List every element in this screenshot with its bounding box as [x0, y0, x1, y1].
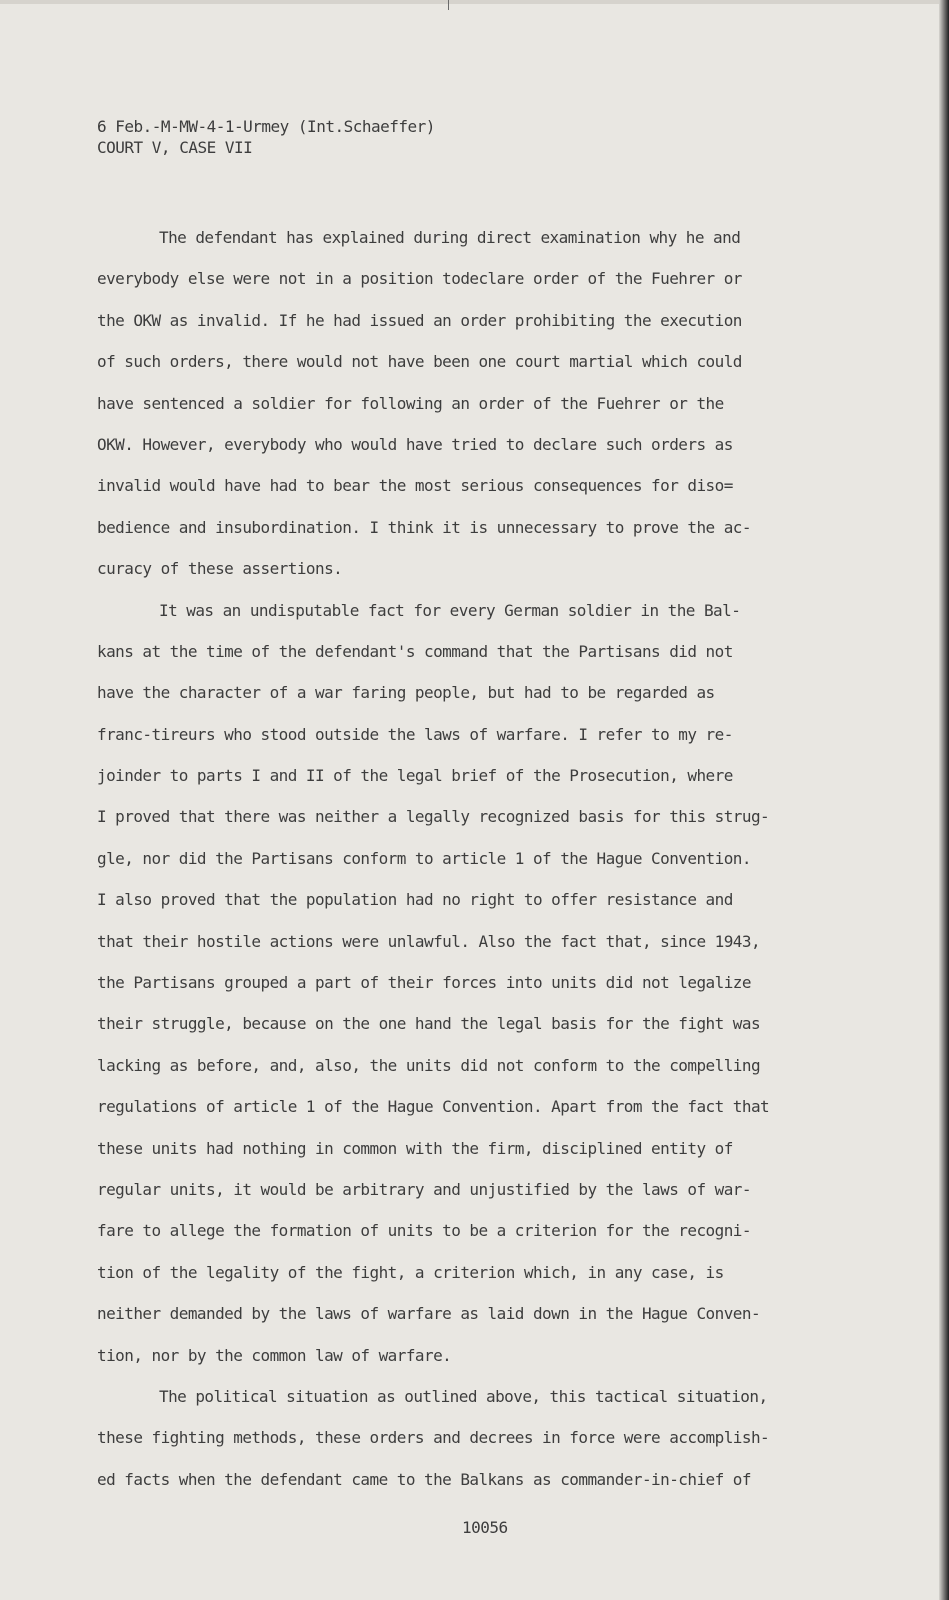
body-line: gle, nor did the Partisans conform to article 1 of the Hague Convention.	[97, 848, 751, 868]
body-line: joinder to parts I and II of the legal brief of the Prosecution, where	[97, 766, 733, 786]
body-line: bedience and insubordination. I think it is unnecessary to prove the ac-	[97, 517, 751, 537]
body-line: tion, nor by the common law of warfare.	[97, 1345, 452, 1365]
header-line-1: 6 Feb.-M-MW-4-1-Urmey (Int.Schaeffer)	[97, 117, 435, 136]
document-body	[97, 217, 867, 1500]
header-line-2: COURT V, CASE VII	[97, 138, 253, 157]
body-line: lacking as before, and, also, the units did not conform to the compelling	[97, 1055, 761, 1075]
body-line: I proved that there was neither a legally recognized basis for this strug-	[97, 807, 770, 827]
body-line: OKW. However, everybody who would have tried to declare such orders as	[97, 434, 733, 454]
body-line: regular units, it would be arbitrary and unjustified by the laws of war-	[97, 1179, 751, 1199]
body-line: invalid would have had to bear the most serious consequences for diso=	[97, 476, 733, 496]
document-header	[97, 116, 435, 158]
body-line: fare to allege the formation of units to be a criterion for the recogni-	[97, 1221, 751, 1241]
body-line: of such orders, there would not have been one court martial which could	[97, 352, 742, 372]
page-top-edge	[0, 0, 949, 4]
body-line: The political situation as outlined above, this tactical situation,	[159, 1386, 768, 1406]
body-line: have sentenced a soldier for following an order of the Fuehrer or the	[97, 393, 724, 413]
body-line: these units had nothing in common with the firm, disciplined entity of	[97, 1138, 733, 1158]
body-line: franc-tireurs who stood outside the laws of warfare. I refer to my re-	[97, 724, 733, 744]
page-number: 10056	[462, 1518, 508, 1537]
body-line: that their hostile actions were unlawful. Also the fact that, since 1943,	[97, 931, 761, 951]
body-line: neither demanded by the laws of warfare as laid down in the Hague Conven-	[97, 1304, 761, 1324]
body-line: everybody else were not in a position todeclare order of the Fuehrer or	[97, 269, 742, 289]
body-line: kans at the time of the defendant's command that the Partisans did not	[97, 641, 733, 661]
body-line: have the character of a war faring people, but had to be regarded as	[97, 683, 715, 703]
body-line: the OKW as invalid. If he had issued an order prohibiting the execution	[97, 310, 742, 330]
body-line: ed facts when the defendant came to the Balkans as commander-in-chief of	[97, 1469, 751, 1489]
body-line: the Partisans grouped a part of their forces into units did not legalize	[97, 973, 751, 993]
page-right-edge	[939, 0, 949, 1600]
body-line: regulations of article 1 of the Hague Convention. Apart from the fact that	[97, 1097, 770, 1117]
body-line: curacy of these assertions.	[97, 559, 343, 579]
body-line: The defendant has explained during direct examination why he and	[159, 228, 741, 247]
body-line: I also proved that the population had no right to offer resistance and	[97, 890, 733, 910]
body-line: tion of the legality of the fight, a criterion which, in any case, is	[97, 1262, 724, 1282]
body-line: It was an undisputable fact for every German soldier in the Bal-	[159, 600, 741, 620]
top-binding-mark	[448, 0, 449, 10]
body-line: their struggle, because on the one hand the legal basis for the fight was	[97, 1014, 761, 1034]
body-line: these fighting methods, these orders and decrees in force were accomplish-	[97, 1428, 770, 1448]
